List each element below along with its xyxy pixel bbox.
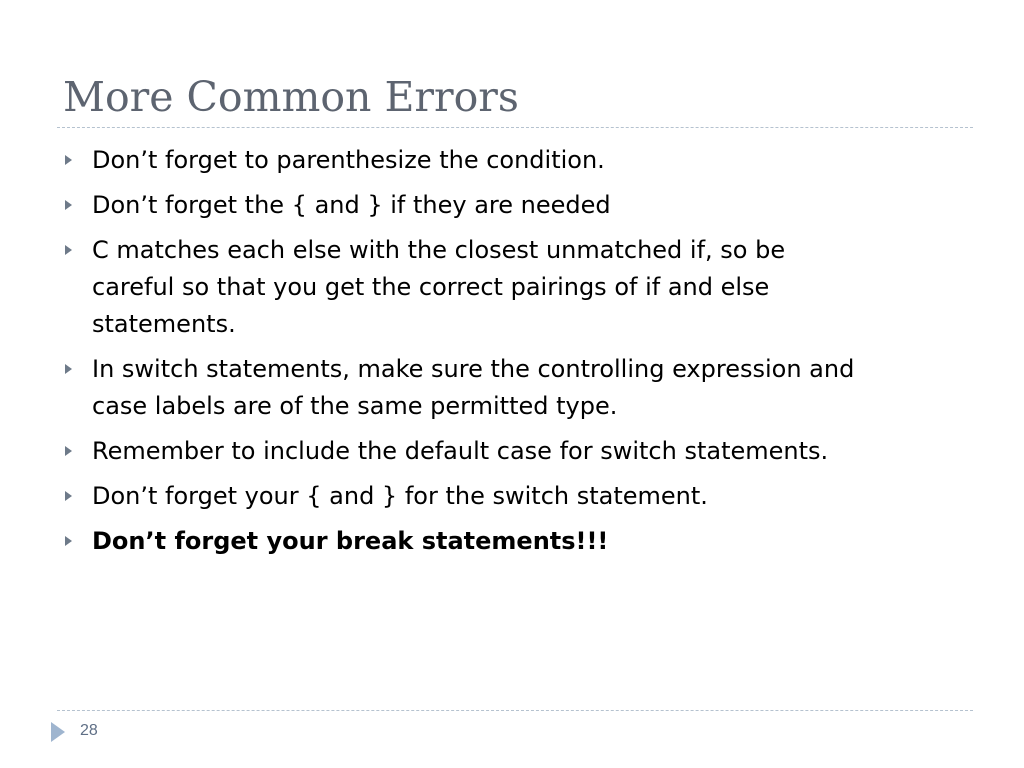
bullet-text [92,187,992,224]
bullet-line: C matches each else with the closest unmatched if, so be [92,236,786,264]
bullet-arrow-icon [65,536,72,546]
bullet-text [92,478,992,515]
bullet-line: statements. [92,310,236,338]
bullet-text [92,523,992,560]
bullet-text [92,142,992,179]
bullet-arrow-icon [65,245,72,255]
bullet-arrow-icon [65,155,72,165]
bullet-text [92,232,992,343]
title-divider [57,127,973,128]
bullet-text [92,351,992,425]
bullet-arrow-icon [65,200,72,210]
bullet-line: Don’t forget to parenthesize the condition. [92,146,605,174]
bullet-arrow-icon [65,446,72,456]
footer-divider [57,710,973,711]
bullet-line: case labels are of the same permitted type. [92,392,618,420]
slide-title: More Common Errors [63,73,519,121]
bullet-line: Remember to include the default case for switch statements. [92,437,829,465]
bullet-line: In switch statements, make sure the controlling expression and [92,355,855,383]
bullet-line: Don’t forget your break statements!!! [92,527,609,555]
bullet-arrow-icon [65,364,72,374]
slide-number: 28 [80,722,98,739]
bullet-line: Don’t forget your { and } for the switch statement. [92,482,708,510]
footer-triangle-icon [51,722,65,742]
bullet-text [92,433,992,470]
bullet-line: careful so that you get the correct pairings of if and else [92,273,770,301]
bullet-line: Don’t forget the { and } if they are needed [92,191,611,219]
bullet-arrow-icon [65,491,72,501]
